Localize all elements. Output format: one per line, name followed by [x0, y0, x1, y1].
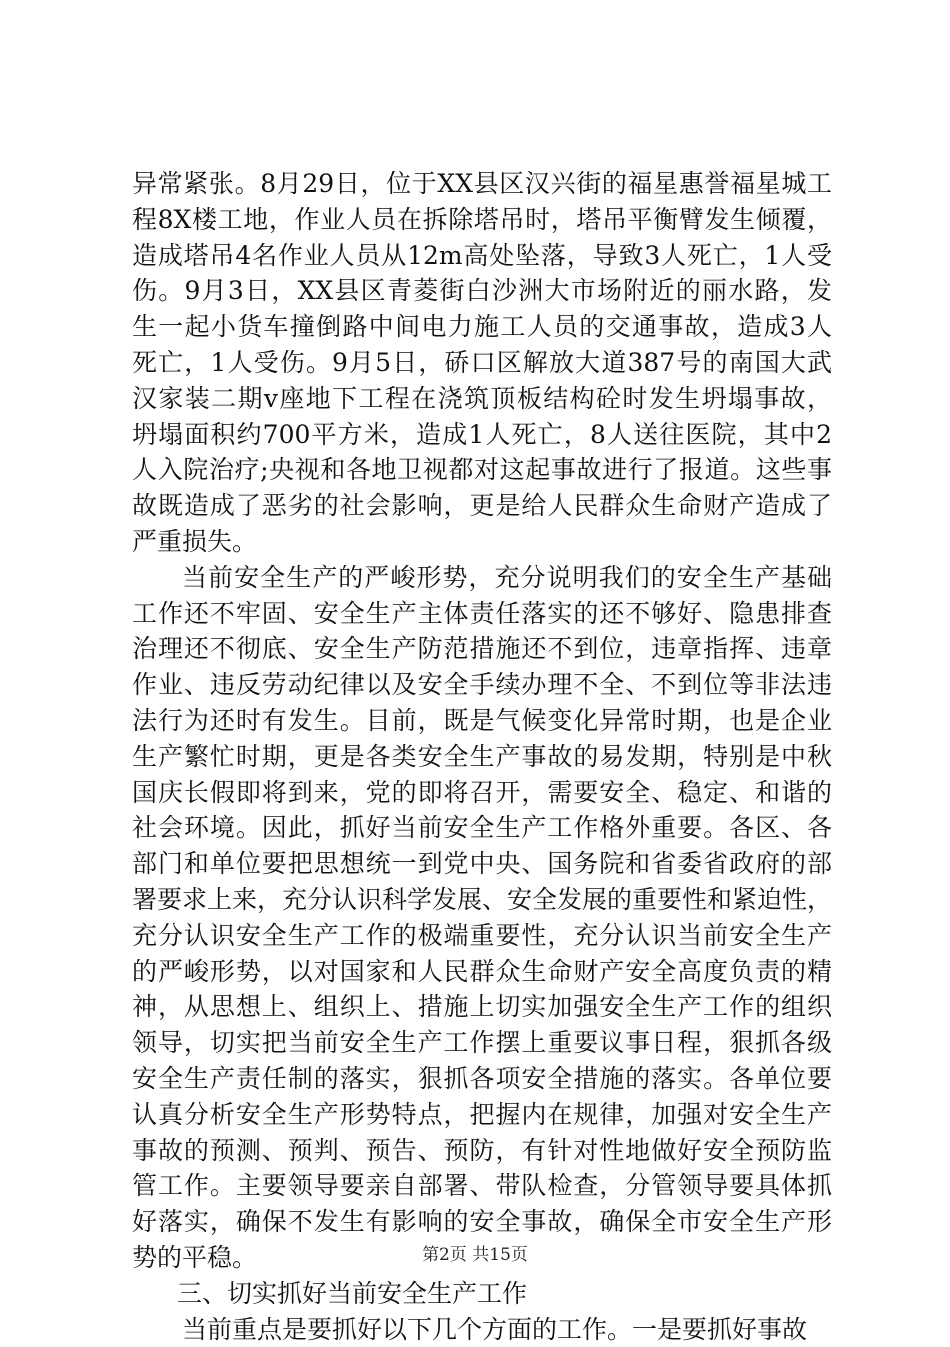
- text-line: 死亡，1人受伤。9月5日，硚口区解放大道387号的南国大武: [132, 345, 832, 381]
- text-line: 领导，切实把当前安全生产工作摆上重要议事日程，狠抓各级: [132, 1025, 832, 1061]
- text-line: 造成塔吊4名作业人员从12m高处坠落，导致3人死亡，1人受: [132, 238, 832, 274]
- text-line: 伤。9月3日，XX县区青菱街白沙洲大市场附近的丽水路，发: [132, 273, 832, 309]
- text-line: 社会环境。因此，抓好当前安全生产工作格外重要。各区、各: [132, 810, 832, 846]
- text-line: 人入院治疗;央视和各地卫视都对这起事故进行了报道。这些事: [132, 452, 832, 488]
- text-line: 治理还不彻底、安全生产防范措施还不到位，违章指挥、违章: [132, 631, 832, 667]
- paragraph-first-line: 当前重点是要抓好以下几个方面的工作。一是要抓好事故: [132, 1312, 832, 1347]
- text-line: 异常紧张。8月29日，位于XX县区汉兴街的福星惠誉福星城工: [132, 166, 832, 202]
- text-line: 神，从思想上、组织上、措施上切实加强安全生产工作的组织: [132, 989, 832, 1025]
- text-line: 安全生产责任制的落实，狠抓各项安全措施的落实。各单位要: [132, 1061, 832, 1097]
- text-line: 程8X楼工地，作业人员在拆除塔吊时，塔吊平衡臂发生倾覆，: [132, 202, 832, 238]
- document-body: [132, 166, 832, 1347]
- text-line: 国庆长假即将到来，党的即将召开，需要安全、稳定、和谐的: [132, 775, 832, 811]
- text-line: 生产繁忙时期，更是各类安全生产事故的易发期，特别是中秋: [132, 739, 832, 775]
- text-line: 坍塌面积约700平方米，造成1人死亡，8人送往医院，其中2: [132, 417, 832, 453]
- text-line: 充分认识安全生产工作的极端重要性，充分认识当前安全生产: [132, 918, 832, 954]
- text-line: 认真分析安全生产形势特点，把握内在规律，加强对安全生产: [132, 1097, 832, 1133]
- text-line: 事故的预测、预判、预告、预防，有针对性地做好安全预防监: [132, 1133, 832, 1169]
- text-line: 好落实，确保不发生有影响的安全事故，确保全市安全生产形: [132, 1204, 832, 1240]
- text-line: 部门和单位要把思想统一到党中央、国务院和省委省政府的部: [132, 846, 832, 882]
- text-line: 故既造成了恶劣的社会影响，更是给人民群众生命财产造成了: [132, 488, 832, 524]
- paragraph-first-line: 当前安全生产的严峻形势，充分说明我们的安全生产基础: [132, 560, 832, 596]
- paragraph-end-line: 严重损失。: [132, 524, 832, 560]
- text-line: 管工作。主要领导要亲自部署、带队检查，分管领导要具体抓: [132, 1168, 832, 1204]
- text-line: 的严峻形势，以对国家和人民群众生命财产安全高度负责的精: [132, 954, 832, 990]
- text-line: 作业、违反劳动纪律以及安全手续办理不全、不到位等非法违: [132, 667, 832, 703]
- section-heading: 三、切实抓好当前安全生产工作: [132, 1276, 832, 1312]
- text-line: 工作还不牢固、安全生产主体责任落实的还不够好、隐患排查: [132, 596, 832, 632]
- text-line: 法行为还时有发生。目前，既是气候变化异常时期，也是企业: [132, 703, 832, 739]
- page-number-footer: 第2页 共15页: [0, 1244, 950, 1266]
- paragraph-end-line: 势的平稳。: [132, 1240, 832, 1276]
- text-line: 署要求上来，充分认识科学发展、安全发展的重要性和紧迫性，: [132, 882, 832, 918]
- text-line: 生一起小货车撞倒路中间电力施工人员的交通事故，造成3人: [132, 309, 832, 345]
- text-line: 汉家装二期v座地下工程在浇筑顶板结构砼时发生坍塌事故，: [132, 381, 832, 417]
